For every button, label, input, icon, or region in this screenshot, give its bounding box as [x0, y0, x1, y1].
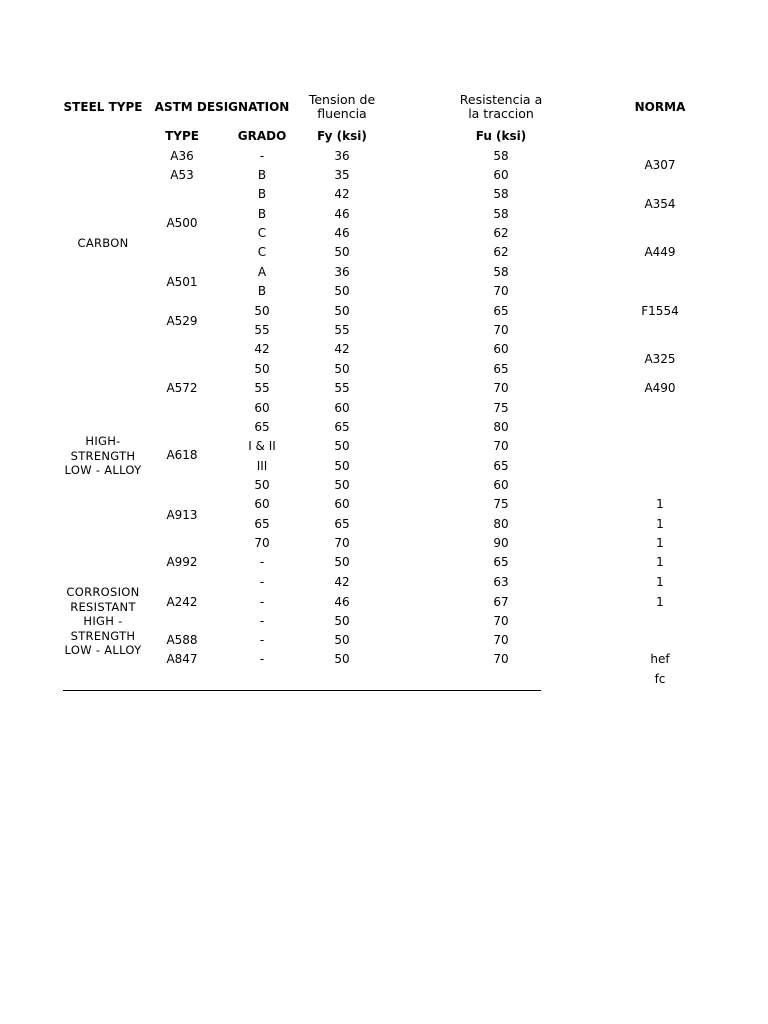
- fy-cell: 55: [334, 323, 350, 337]
- grado-cell: 65: [254, 420, 270, 434]
- steel-type-line: STRENGTH: [70, 448, 136, 463]
- grado-cell: -: [259, 595, 265, 609]
- grado-cell: 50: [254, 304, 270, 318]
- fu-cell: 60: [493, 478, 509, 492]
- fu-cell: 63: [493, 575, 509, 589]
- header-fy-units: Fy (ksi): [317, 129, 367, 143]
- grado-cell: C: [257, 226, 267, 240]
- norma-cell: F1554: [641, 304, 679, 318]
- fu-cell: 90: [493, 536, 509, 550]
- fy-cell: 46: [334, 207, 350, 221]
- grado-cell: 42: [254, 342, 270, 356]
- table-bottom-rule: [63, 690, 541, 691]
- grado-cell: 60: [254, 497, 270, 511]
- fy-cell: 65: [334, 517, 350, 531]
- fy-cell: 50: [334, 459, 350, 473]
- grado-cell: 65: [254, 517, 270, 531]
- fy-cell: 65: [334, 420, 350, 434]
- steel-type-hsla: [65, 434, 142, 478]
- grado-cell: 55: [254, 381, 270, 395]
- fu-cell: 58: [493, 187, 509, 201]
- designation-cell: A618: [166, 448, 198, 462]
- fy-cell: 50: [334, 284, 350, 298]
- designation-cell: A992: [166, 555, 198, 569]
- header-astm-designation: ASTM DESIGNATION: [154, 100, 290, 114]
- fy-cell: 50: [334, 614, 350, 628]
- fu-cell: 75: [493, 497, 509, 511]
- fu-cell: 62: [493, 226, 509, 240]
- fu-cell: 70: [493, 323, 509, 337]
- norma-cell: 1: [656, 595, 664, 609]
- designation-cell: A501: [166, 275, 198, 289]
- grado-cell: A: [257, 265, 267, 279]
- grado-cell: B: [257, 168, 267, 182]
- norma-cell: A325: [644, 352, 676, 366]
- grado-cell: B: [257, 207, 267, 221]
- norma-cell: hef: [650, 652, 670, 666]
- fy-cell: 55: [334, 381, 350, 395]
- fu-cell: 70: [493, 633, 509, 647]
- fu-cell: 67: [493, 595, 509, 609]
- fy-cell: 60: [334, 497, 350, 511]
- fy-cell: 35: [334, 168, 350, 182]
- grado-cell: 70: [254, 536, 270, 550]
- norma-cell: 1: [656, 575, 664, 589]
- grado-cell: III: [256, 459, 268, 473]
- fy-cell: 50: [334, 439, 350, 453]
- designation-cell: A500: [166, 216, 198, 230]
- header-fu-title-line1: Resistencia a: [459, 92, 543, 107]
- steel-type-line: LOW - ALLOY: [64, 643, 142, 657]
- designation-cell: A36: [170, 149, 194, 163]
- header-norma: NORMA: [634, 100, 686, 114]
- fu-cell: 65: [493, 555, 509, 569]
- steel-type-line: STRENGTH: [70, 628, 136, 643]
- fu-cell: 70: [493, 439, 509, 453]
- grado-cell: -: [259, 633, 265, 647]
- fu-cell: 80: [493, 517, 509, 531]
- norma-cell: 1: [656, 536, 664, 550]
- steel-type-line: CORROSION: [66, 585, 140, 599]
- fy-cell: 50: [334, 555, 350, 569]
- designation-cell: A847: [166, 652, 198, 666]
- grado-cell: C: [257, 245, 267, 259]
- fy-cell: 46: [334, 226, 350, 240]
- norma-cell: A449: [644, 245, 676, 259]
- grado-cell: -: [259, 652, 265, 666]
- fu-cell: 58: [493, 207, 509, 221]
- fu-cell: 75: [493, 401, 509, 415]
- header-fu-title-line2: la traccion: [468, 106, 534, 121]
- fy-cell: 46: [334, 595, 350, 609]
- norma-cell: A490: [644, 381, 676, 395]
- fu-cell: 60: [493, 342, 509, 356]
- fu-cell: 65: [493, 304, 509, 318]
- designation-cell: A572: [166, 381, 198, 395]
- norma-cell: A307: [644, 158, 676, 172]
- fu-cell: 80: [493, 420, 509, 434]
- grado-cell: 55: [254, 323, 270, 337]
- fu-cell: 70: [493, 284, 509, 298]
- steel-type-line: LOW - ALLOY: [64, 463, 142, 477]
- norma-cell: fc: [654, 672, 666, 686]
- fy-cell: 60: [334, 401, 350, 415]
- grado-cell: I & II: [248, 439, 276, 453]
- grado-cell: B: [257, 284, 267, 298]
- designation-cell: A529: [166, 314, 198, 328]
- norma-cell: 1: [656, 517, 664, 531]
- grado-cell: B: [257, 187, 267, 201]
- fy-cell: 50: [334, 652, 350, 666]
- header-fy-title-line1: Tension de: [308, 92, 376, 107]
- fy-cell: 70: [334, 536, 350, 550]
- norma-cell: A354: [644, 197, 676, 211]
- fy-cell: 42: [334, 342, 350, 356]
- header-steel-type: STEEL TYPE: [63, 100, 143, 114]
- steel-type-line: HIGH-: [85, 434, 121, 448]
- designation-cell: A913: [166, 508, 198, 522]
- fu-cell: 70: [493, 381, 509, 395]
- fy-cell: 50: [334, 362, 350, 376]
- steel-type-line: RESISTANT: [70, 599, 136, 614]
- steel-type-carbon: [77, 236, 128, 251]
- fu-cell: 62: [493, 245, 509, 259]
- fy-cell: 50: [334, 633, 350, 647]
- grado-cell: -: [259, 149, 265, 163]
- fy-cell: 50: [334, 304, 350, 318]
- fy-cell: 42: [334, 575, 350, 589]
- grado-cell: -: [259, 555, 265, 569]
- header-fy-title-line2: fluencia: [317, 106, 367, 121]
- header-type: TYPE: [165, 129, 199, 143]
- norma-cell: 1: [656, 497, 664, 511]
- fu-cell: 70: [493, 614, 509, 628]
- steel-type-corrosion-resistant: [65, 585, 142, 658]
- fu-cell: 58: [493, 149, 509, 163]
- fy-cell: 50: [334, 478, 350, 492]
- steel-type-line: HIGH -: [83, 614, 123, 628]
- fy-cell: 36: [334, 265, 350, 279]
- header-grado: GRADO: [237, 129, 287, 143]
- norma-cell: 1: [656, 555, 664, 569]
- designation-cell: A242: [166, 595, 198, 609]
- designation-cell: A53: [170, 168, 194, 182]
- fy-cell: 42: [334, 187, 350, 201]
- grado-cell: -: [259, 614, 265, 628]
- grado-cell: -: [259, 575, 265, 589]
- steel-type-line: CARBON: [77, 236, 129, 250]
- fu-cell: 65: [493, 362, 509, 376]
- grado-cell: 50: [254, 478, 270, 492]
- designation-cell: A588: [166, 633, 198, 647]
- fy-cell: 50: [334, 245, 350, 259]
- grado-cell: 60: [254, 401, 270, 415]
- fu-cell: 58: [493, 265, 509, 279]
- fu-cell: 70: [493, 652, 509, 666]
- fy-cell: 36: [334, 149, 350, 163]
- header-fu-units: Fu (ksi): [475, 129, 527, 143]
- grado-cell: 50: [254, 362, 270, 376]
- fu-cell: 60: [493, 168, 509, 182]
- fu-cell: 65: [493, 459, 509, 473]
